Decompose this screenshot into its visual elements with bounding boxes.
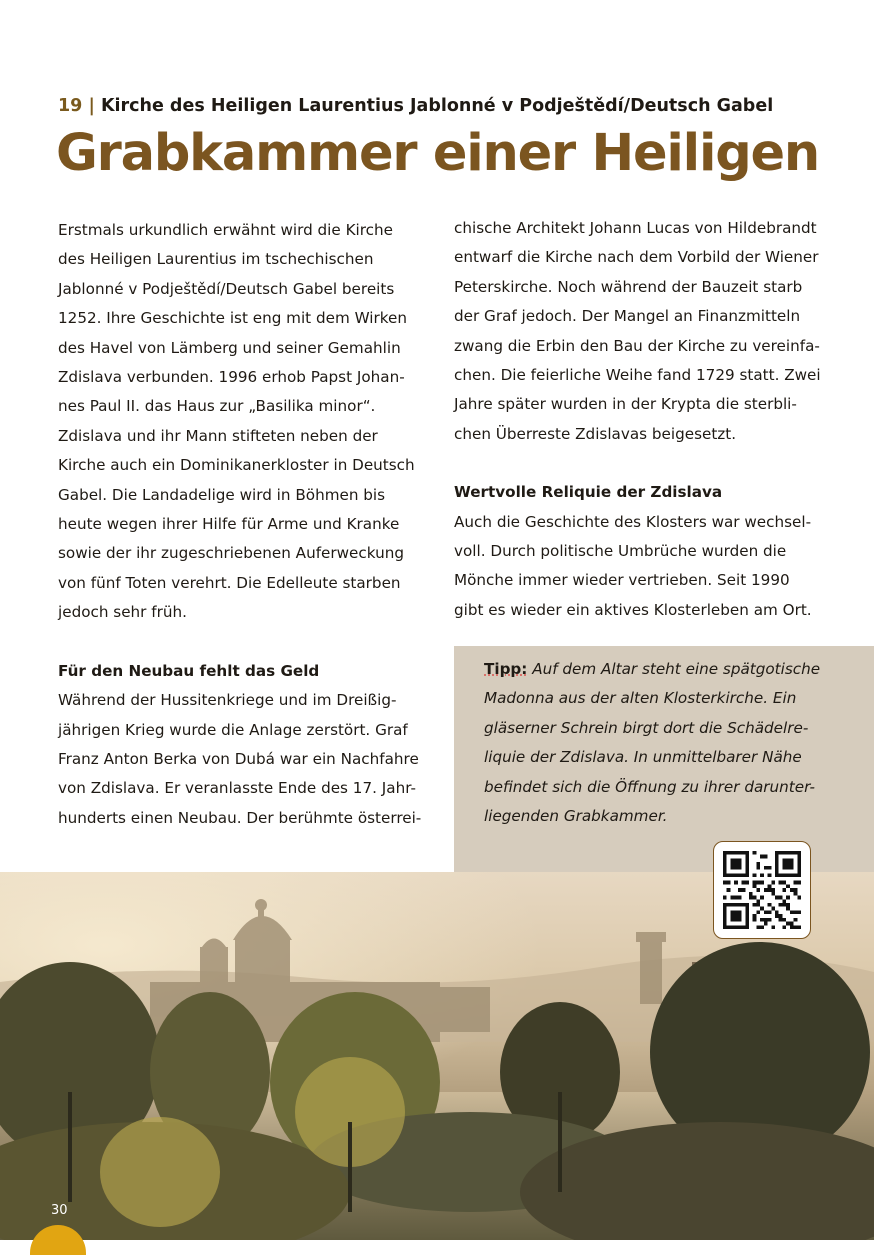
text-line: des Heiligen Laurentius im tschechischen	[58, 250, 374, 269]
text-line: Während der Hussitenkriege und im Dreißig-	[58, 691, 397, 710]
tip-line: befindet sich die Öffnung zu ihrer darunter-	[484, 777, 815, 796]
text-line: sowie der ihr zugeschriebenen Auferweckung	[58, 544, 404, 563]
section-paragraph	[58, 686, 422, 833]
text-line: jedoch sehr früh.	[58, 603, 187, 622]
page-title: Grabkammer einer Heiligen	[56, 124, 820, 183]
tip-line: Auf dem Altar steht eine spätgotische	[527, 660, 821, 678]
section-kicker	[58, 95, 838, 117]
text-line: Peterskirche. Noch während der Bauzeit starb	[454, 277, 803, 296]
tip-line: liegenden Grabkammer.	[484, 807, 668, 826]
tip-line: Madonna aus der alten Klosterkirche. Ein	[484, 689, 797, 708]
church-location: Kirche des Heiligen Laurentius Jablonné v Podještědí/Deutsch Gabel	[100, 96, 774, 116]
text-line: entwarf die Kirche nach dem Vorbild der Wiener	[454, 248, 819, 267]
text-line: Jahre später wurden in der Krypta die sterbli-	[454, 395, 797, 414]
qr-code-icon[interactable]	[713, 841, 811, 939]
intro-paragraph	[58, 216, 418, 628]
text-line: Zdislava und ihr Mann stifteten neben der	[58, 426, 378, 445]
text-line: hunderts einen Neubau. Der berühmte österrei-	[58, 808, 422, 827]
text-line: Gabel. Die Landadelige wird in Böhmen bis	[58, 485, 386, 504]
text-line: heute wegen ihrer Hilfe für Arme und Kranke	[58, 515, 400, 534]
section-paragraph	[454, 508, 819, 626]
text-line: von Zdislava. Er veranlasste Ende des 17. Jahr-	[58, 779, 416, 798]
tip-label: Tipp:	[484, 660, 528, 678]
tip-first-line	[484, 655, 854, 684]
qr-code-graphic	[723, 851, 801, 929]
text-line: jährigen Krieg wurde die Anlage zerstört. Graf	[58, 720, 408, 739]
tip-line: liquie der Zdislava. In unmittelbarer Nähe	[484, 748, 802, 767]
section-heading: Wertvolle Reliquie der Zdislava	[454, 483, 723, 502]
section-heading: Für den Neubau fehlt das Geld	[58, 661, 320, 680]
text-line: der Graf jedoch. Der Mangel an Finanzmitteln	[454, 307, 801, 326]
text-line: Kirche auch ein Dominikanerkloster in Deutsch	[58, 456, 415, 475]
right-column	[454, 214, 819, 625]
text-line: Mönche immer wieder vertrieben. Seit 1990	[454, 571, 790, 590]
continued-paragraph	[454, 214, 819, 449]
tip-line: gläserner Schrein birgt dort die Schädelre-	[484, 718, 809, 737]
kicker-separator: |	[88, 96, 95, 116]
text-line: chen Überreste Zdislavas beigesetzt.	[454, 424, 737, 443]
text-line: Jablonné v Podještědí/Deutsch Gabel bereits	[58, 279, 395, 298]
text-line: von fünf Toten verehrt. Die Edelleute starben	[58, 573, 401, 592]
page-number: 30	[51, 1203, 68, 1218]
text-line: nes Paul II. das Haus zur „Basilika minor“.	[58, 397, 376, 416]
tip-box	[454, 646, 874, 872]
text-line: chische Architekt Johann Lucas von Hildebrandt	[454, 219, 817, 237]
text-line: zwang die Erbin den Bau der Kirche zu vereinfa-	[454, 336, 820, 355]
text-line: Zdislava verbunden. 1996 erhob Papst Johan-	[58, 368, 405, 387]
chapter-number: 19	[58, 96, 83, 116]
text-line: 1252. Ihre Geschichte ist eng mit dem Wirken	[58, 309, 407, 328]
text-line: chen. Die feierliche Weihe fand 1729 statt. Zwei	[454, 366, 821, 385]
text-line: Franz Anton Berka von Dubá war ein Nachfahre	[58, 749, 419, 768]
text-line: des Havel von Lämberg und seiner Gemahlin	[58, 338, 401, 357]
left-column	[58, 216, 422, 833]
text-line: gibt es wieder ein aktives Klosterleben am Ort.	[454, 600, 812, 619]
tip-text	[484, 655, 854, 831]
text-line: voll. Durch politische Umbrüche wurden die	[454, 542, 787, 561]
text-line: Auch die Geschichte des Klosters war wechsel-	[454, 512, 812, 531]
text-line: Erstmals urkundlich erwähnt wird die Kirche	[58, 221, 393, 239]
